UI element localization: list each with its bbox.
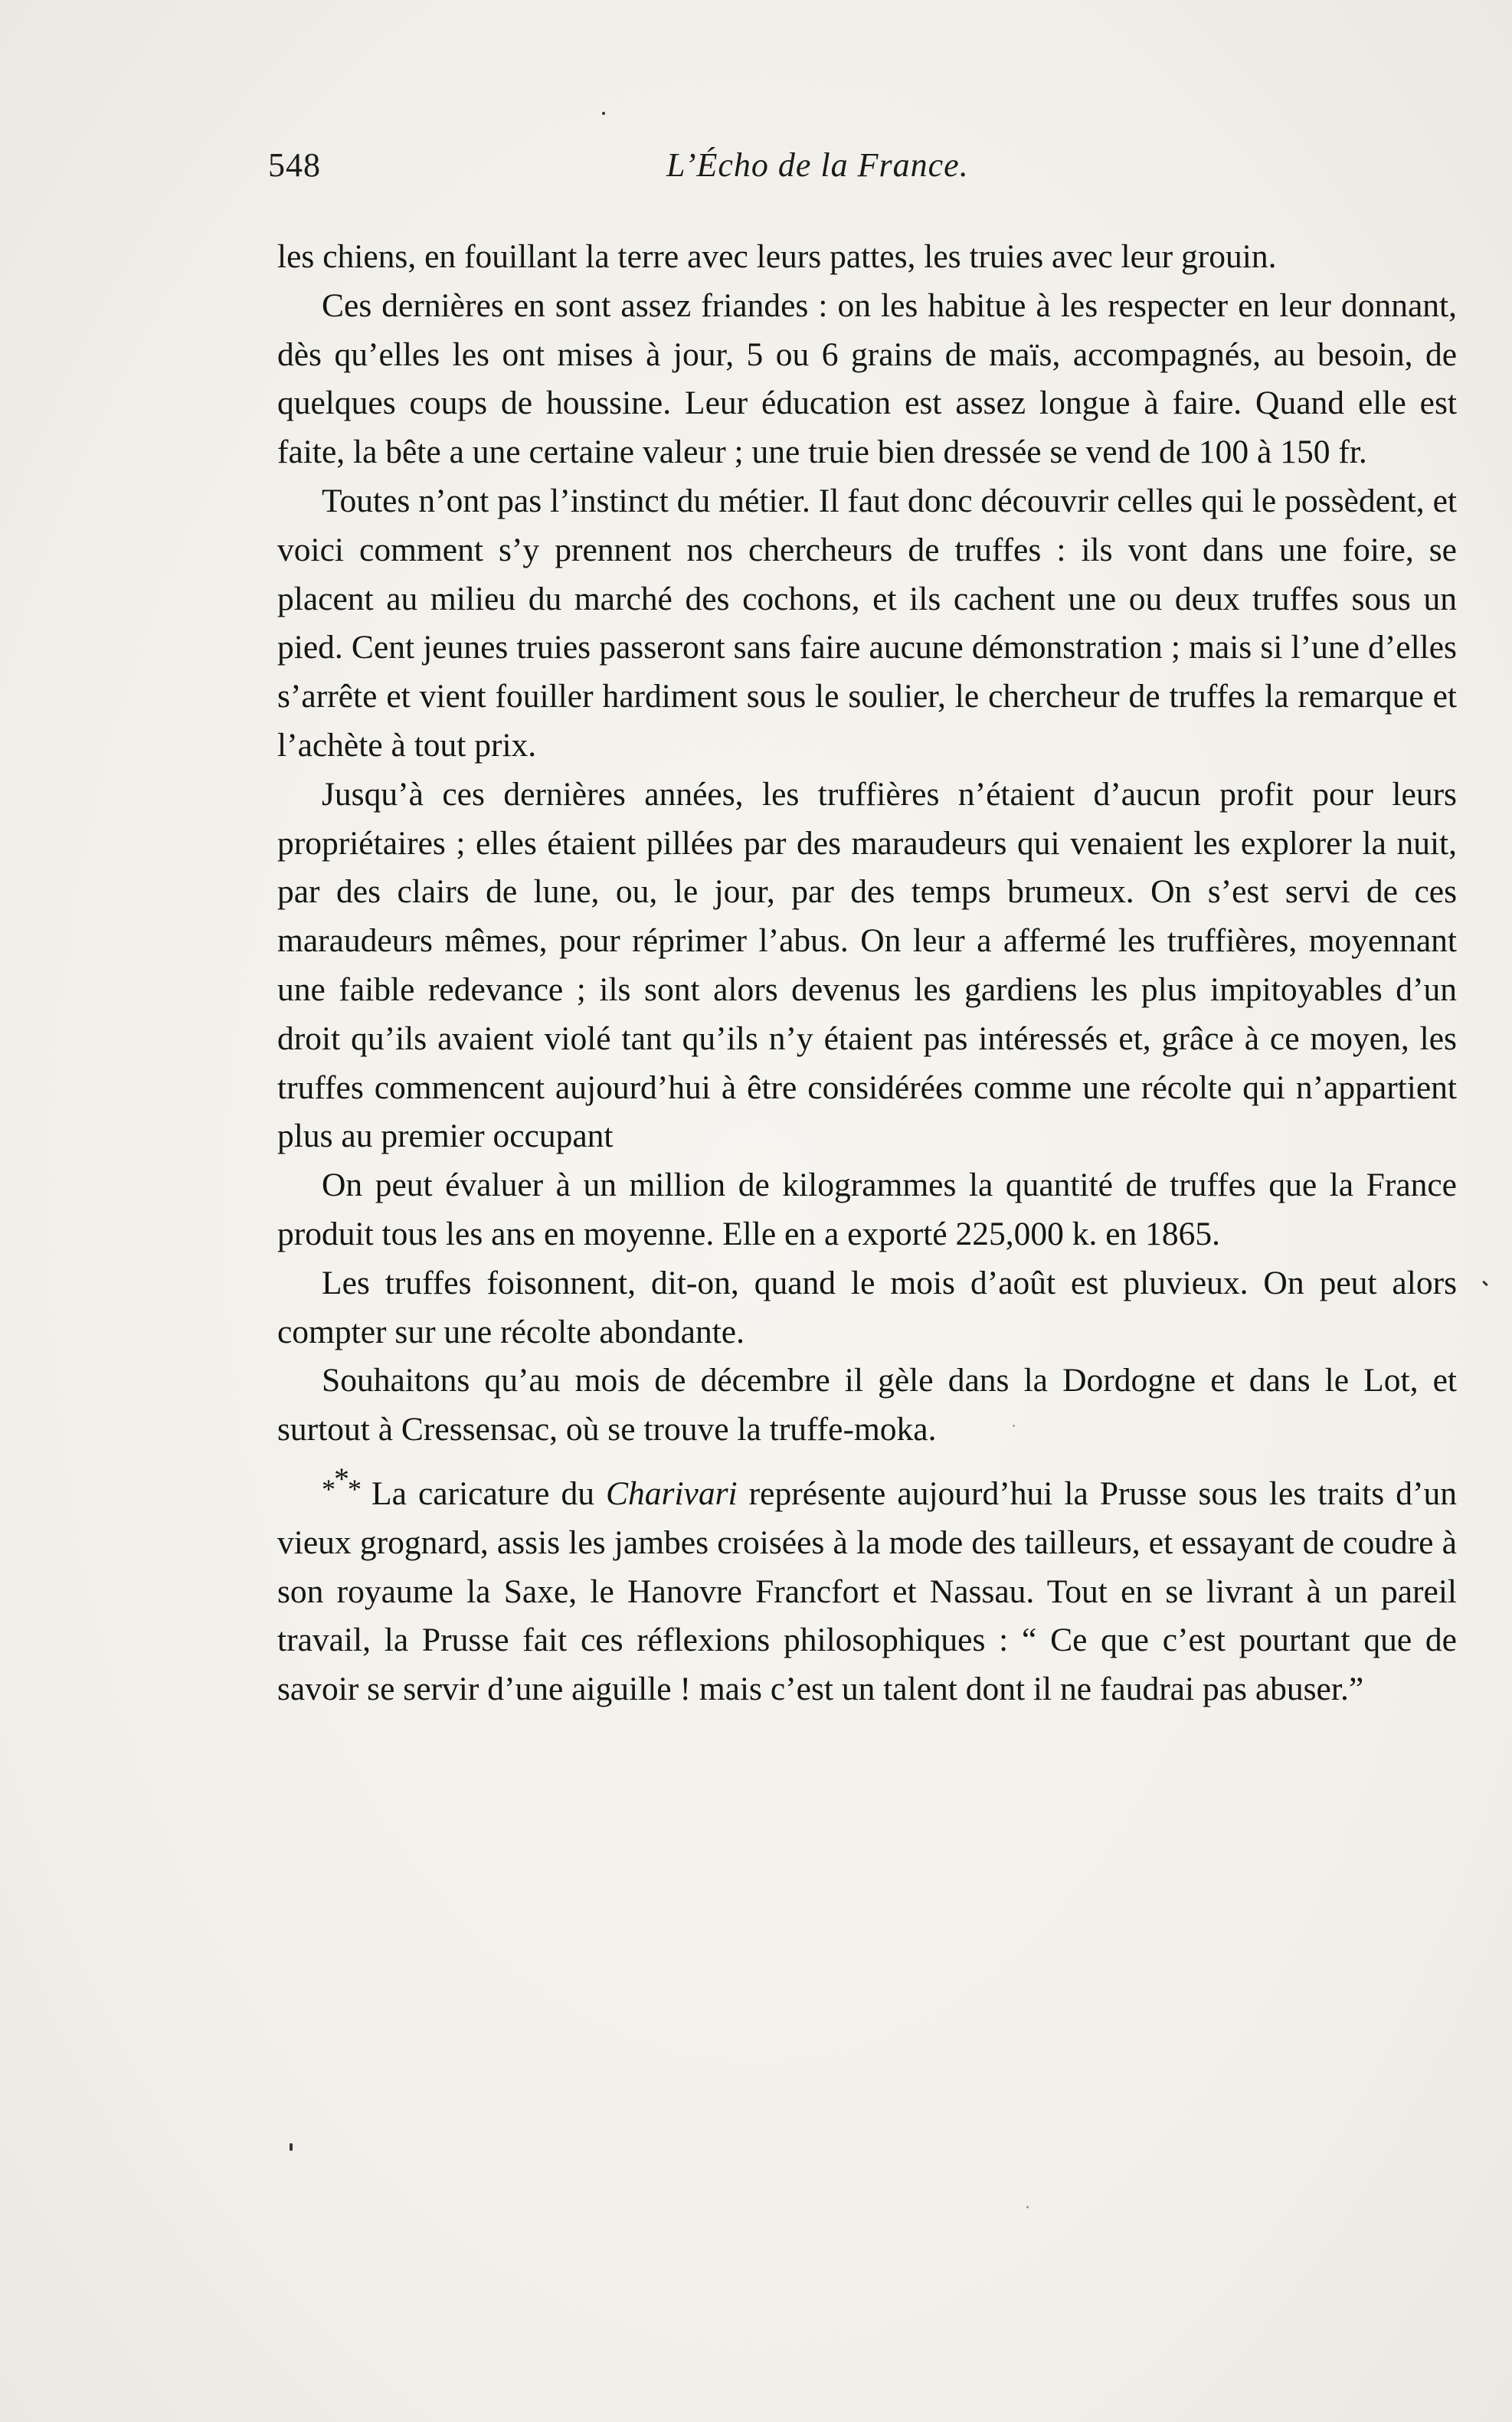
asterism-top: * (334, 1461, 348, 1496)
print-speck (1026, 2206, 1029, 2208)
paragraph-7: Souhaitons qu’au mois de décembre il gèle dans la Dordogne et dans le Lot, et surtout à Cressensac, où se trouve la truffe-moka. (277, 1362, 1457, 1448)
page-number: 548 (268, 146, 321, 184)
paragraph-1: les chiens, en fouillant la terre avec leurs pattes, les truies avec leur grouin. (277, 238, 1277, 275)
body-text (277, 233, 1457, 1714)
paragraph-8 (277, 1455, 1457, 1714)
running-head (268, 146, 1463, 207)
paragraph-6: Les truffes foisonnent, dit-on, quand le mois d’août est pluvieux. On peut alors compter sur une récolte abondante. (277, 1264, 1457, 1350)
paragraph-8-rest: représente aujourd’hui la Prusse sous les traits d’un vieux grognard, assis les jambes croisées à la mode des tailleurs, et essayant de coudre à son royaume la Saxe, le Hanovre Francfort et Nassau. Tout en se livrant à un pareil travail, la Prusse fait ces réflexions philosophiques : “ Ce que c’est pourtant que de savoir se servir d’une aiguille ! mais c’est un talent dont il ne faudrai pas abuser.” (277, 1474, 1458, 1708)
paragraph-5: On peut évaluer à un million de kilogrammes la quantité de truffes que la France produit tous les ans en moyenne. Elle en a exporté 225,000 k. en 1865. (277, 1167, 1457, 1252)
paragraph-4: Jusqu’à ces dernières années, les truffières n’étaient d’aucun profit pour leurs propriétaires ; elles étaient pillées par des maraudeurs qui venaient les explorer la nuit, par des clairs de lune, ou, le jour, par des temps brumeux. On s’est servi de ces maraudeurs mêmes, pour réprimer l’abus. On leur a affermé les truffières, moyennant une faible redevance ; ils sont alors devenus les gardiens les plus impitoyables d’un droit qu’ils avaient violé tant qu’ils n’y étaient pas intéressés et, grâce à ce moyen, les truffes commencent aujourd’hui à être considérées comme une récolte qui n’appartient plus au premier occupant (277, 775, 1457, 1155)
paragraph-8-start: La caricature du (360, 1474, 606, 1512)
print-speck (1482, 1281, 1488, 1287)
asterism-left: * (322, 1473, 334, 1504)
paragraph-3: Toutes n’ont pas l’instinct du métier. Il faut donc découvrir celles qui le possèdent, et voici comment s’y prennent nos chercheurs de truffes : ils vont dans une foire, se placent au milieu du marché des cochons, et ils cachent une ou deux truffes sous un pied. Cent jeunes truies passeront sans faire aucune démonstration ; mais si l’une d’elles s’arrête et vient fouiller hardiment sous le soulier, le chercheur de truffes la remarque et l’achète à tout prix. (277, 482, 1457, 764)
paragraph-2: Ces dernières en sont assez friandes : on les habitue à les respecter en leur donnant, dès qu’elles les ont mises à jour, 5 ou 6 grains de maïs, accompagnés, au besoin, de quelques coups de houssine. Leur éducation est assez longue à faire. Quand elle est faite, la bête a une certaine valeur ; une truie bien dressée se vend de 100 à 150 fr. (277, 286, 1457, 471)
print-speck (602, 112, 605, 115)
print-speck (1013, 1425, 1015, 1427)
print-speck (290, 2143, 293, 2151)
charivari-title: Charivari (606, 1474, 738, 1512)
running-title: L’Écho de la France. (666, 146, 969, 184)
asterism-right: * (348, 1473, 360, 1504)
